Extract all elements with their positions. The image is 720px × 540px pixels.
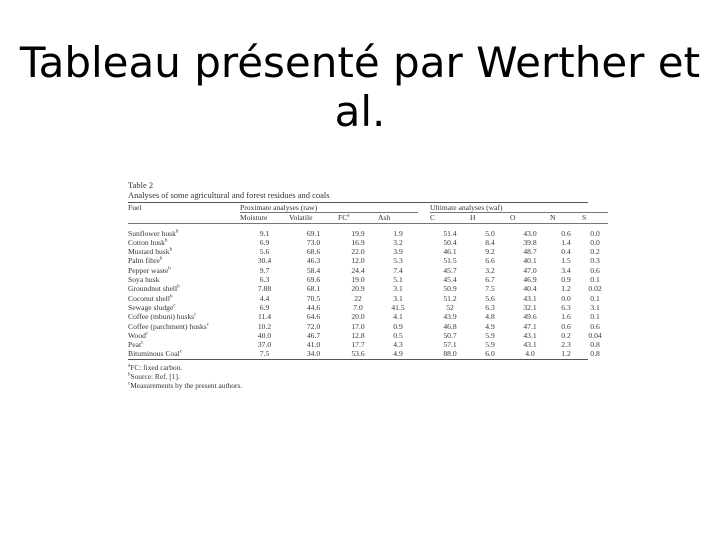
h-cell: 5.6 (485, 293, 495, 303)
o-cell: 39.8 (523, 237, 537, 247)
o-cell: 47.1 (523, 321, 537, 331)
ash-cell: 1.9 (393, 228, 403, 238)
o-cell: 40.4 (523, 284, 537, 294)
analysis-table (128, 203, 608, 359)
s-cell: 0.8 (590, 340, 600, 350)
fuel-cell: Wood$^c$ (128, 330, 149, 340)
moisture-header: Moisture (240, 213, 268, 223)
table-row (128, 284, 608, 293)
volatile-cell: 44.6 (306, 302, 321, 312)
n-cell: 0.0 (561, 293, 571, 303)
moisture-cell: 6.9 (259, 237, 270, 247)
fuel-cell: Peat$^c$ (128, 340, 144, 350)
h-header: H (470, 213, 476, 223)
moisture-cell: 9.1 (259, 228, 270, 238)
fuel-cell: Cotton husk$^b$ (128, 237, 168, 247)
table-footnotes (128, 363, 588, 391)
o-cell: 43.1 (523, 293, 537, 303)
n-cell: 0.6 (561, 228, 571, 238)
h-cell: 6.6 (485, 256, 495, 266)
fc-cell: 20.9 (351, 284, 365, 294)
volatile-header: Volatile (289, 213, 313, 223)
ash-cell: 4.3 (393, 340, 403, 350)
c-cell: 43.9 (443, 312, 457, 322)
c-header: C (430, 213, 436, 223)
s-cell: 0.6 (590, 265, 600, 275)
footnote-b: $^b$Source: Ref. [1]. (128, 371, 180, 381)
n-cell: 1.5 (561, 256, 571, 266)
s-cell: 0.0 (590, 237, 600, 247)
ash-cell: 3.1 (393, 293, 403, 303)
fuel-cell: Coffee (mbuni) husks$^c$ (128, 312, 197, 322)
table-row (128, 312, 608, 321)
fuel-cell: Coffee (parchment) husks$^c$ (128, 321, 209, 331)
n-cell: 0.2 (561, 330, 571, 340)
volatile-cell: 72.0 (306, 321, 321, 331)
s-cell: 0.1 (590, 275, 600, 285)
footnote-c: $^c$Measurements by the present authors. (128, 381, 243, 391)
proximate-header: Proximate analyses (raw) (240, 203, 418, 213)
fuel-header: Fuel (128, 203, 142, 213)
moisture-cell: 9.7 (259, 265, 270, 275)
table-row (128, 229, 608, 238)
o-header: O (510, 213, 516, 223)
h-cell: 6.7 (485, 275, 495, 285)
n-cell: 2.3 (561, 340, 571, 350)
h-cell: 4.8 (485, 312, 495, 322)
table-row (128, 294, 608, 303)
table-row (128, 247, 608, 256)
ash-cell: 0.9 (393, 321, 403, 331)
fc-cell: 17.0 (351, 321, 365, 331)
fuel-analysis-table-figure (128, 180, 602, 391)
ash-cell: 41.5 (391, 302, 405, 312)
s-cell: 0.3 (590, 256, 600, 266)
table-row (128, 340, 608, 349)
o-cell: 4.0 (525, 349, 535, 359)
n-cell: 0.6 (561, 321, 571, 331)
fc-cell: 16.9 (351, 237, 365, 247)
c-cell: 50.4 (443, 237, 457, 247)
n-cell: 1.4 (561, 237, 571, 247)
c-cell: 57.1 (443, 340, 457, 350)
table-row (128, 238, 608, 247)
h-cell: 3.2 (485, 265, 495, 275)
moisture-cell: 10.2 (257, 321, 272, 331)
o-cell: 49.6 (523, 312, 537, 322)
fc-cell: 12.8 (351, 330, 365, 340)
table-bottom-rule (128, 359, 588, 360)
group-header-row (128, 203, 608, 213)
n-cell: 1.6 (561, 312, 571, 322)
n-cell: 1.2 (561, 349, 571, 359)
o-cell: 40.1 (523, 256, 537, 266)
ash-cell: 4.1 (393, 312, 403, 322)
table-row (128, 256, 608, 265)
n-cell: 0.9 (561, 275, 571, 285)
h-cell: 4.9 (485, 321, 495, 331)
footnote-a: $^a$FC: fixed carbon. (128, 362, 183, 372)
fc-cell: 19.9 (351, 228, 365, 238)
h-cell: 5.9 (485, 330, 495, 340)
fuel-cell: Bituminous Coal$^c$ (128, 349, 182, 359)
s-cell: 0.1 (590, 293, 600, 303)
fuel-cell: Groundnut shell$^b$ (128, 284, 180, 294)
c-cell: 52 (446, 302, 454, 312)
ultimate-header: Ultimate analyses (waf) (430, 203, 608, 213)
volatile-cell: 73.0 (306, 237, 321, 247)
ash-cell: 4.9 (393, 349, 403, 359)
fc-cell: 7.0 (353, 302, 363, 312)
ash-cell: 5.1 (393, 275, 403, 285)
s-cell: 0.0 (590, 228, 600, 238)
moisture-cell: 40.0 (257, 330, 272, 340)
h-cell: 8.4 (485, 237, 495, 247)
ash-cell: 3.2 (393, 237, 403, 247)
volatile-cell: 46.7 (306, 330, 321, 340)
fc-cell: 22.0 (351, 247, 365, 257)
moisture-cell: 30.4 (257, 256, 272, 266)
c-cell: 46.1 (443, 247, 457, 257)
table-row (128, 331, 608, 340)
s-cell: 0.2 (590, 247, 600, 257)
fuel-cell: Pepper waste$^b$ (128, 265, 171, 275)
table-row (128, 322, 608, 331)
moisture-cell: 11.4 (257, 312, 271, 322)
moisture-cell: 5.6 (259, 247, 270, 257)
volatile-cell: 69.1 (306, 228, 321, 238)
volatile-cell: 34.0 (306, 349, 321, 359)
c-cell: 46.8 (443, 321, 457, 331)
fc-cell: 17.7 (351, 340, 365, 350)
fuel-cell: Soya husk (128, 275, 160, 285)
ash-cell: 7.4 (393, 265, 403, 275)
c-cell: 45.7 (443, 265, 457, 275)
fc-cell: 22 (354, 293, 362, 303)
n-header: N (550, 213, 556, 223)
table-body (128, 229, 608, 359)
h-cell: 5.0 (485, 228, 495, 238)
c-cell: 45.4 (443, 275, 457, 285)
s-cell: 0.04 (588, 330, 602, 340)
s-header: S (582, 213, 587, 223)
table-row (128, 349, 608, 358)
h-cell: 7.5 (485, 284, 495, 294)
o-cell: 43.1 (523, 340, 537, 350)
moisture-cell: 6.3 (259, 275, 270, 285)
volatile-cell: 68.1 (306, 284, 321, 294)
moisture-cell: 7.5 (259, 349, 270, 359)
o-cell: 43.1 (523, 330, 537, 340)
fc-cell: 12.0 (351, 256, 365, 266)
c-cell: 51.4 (443, 228, 457, 238)
table-label: Table 2 (128, 180, 154, 190)
c-cell: 50.7 (443, 330, 457, 340)
fuel-cell: Sunflower husk$^b$ (128, 228, 179, 238)
moisture-cell: 4.4 (259, 293, 270, 303)
fc-cell: 24.4 (351, 265, 365, 275)
table-row (128, 303, 608, 312)
n-cell: 6.3 (561, 302, 571, 312)
s-cell: 0.8 (590, 349, 600, 359)
volatile-cell: 64.6 (306, 312, 321, 322)
volatile-cell: 68.6 (306, 247, 321, 257)
n-cell: 3.4 (561, 265, 571, 275)
fc-header: $FC^a$ (338, 213, 350, 223)
moisture-cell: 37.0 (257, 340, 272, 350)
volatile-cell: 46.3 (306, 256, 321, 266)
s-cell: 0.02 (588, 284, 602, 294)
c-cell: 50.9 (443, 284, 457, 294)
fuel-cell: Sewage sludge$^c$ (128, 302, 176, 312)
ash-cell: 0.5 (393, 330, 403, 340)
o-cell: 32.1 (523, 302, 537, 312)
h-cell: 5.9 (485, 340, 495, 350)
volatile-cell: 58.4 (306, 265, 321, 275)
column-header-row (128, 213, 608, 223)
table-row (128, 275, 608, 284)
h-cell: 9.2 (485, 247, 495, 257)
ash-cell: 5.3 (393, 256, 403, 266)
o-cell: 46.9 (523, 275, 537, 285)
ash-header: Ash (378, 213, 391, 223)
moisture-cell: 6.9 (259, 302, 270, 312)
o-cell: 47.0 (523, 265, 537, 275)
fuel-cell: Palm fibre$^b$ (128, 256, 163, 266)
c-cell: 51.2 (443, 293, 457, 303)
fuel-cell: Coconut shell$^b$ (128, 293, 173, 303)
volatile-cell: 69.6 (306, 275, 321, 285)
slide-title: Tableau présenté par Werther et al. (19, 38, 701, 136)
fuel-cell: Mustard husk$^b$ (128, 247, 173, 257)
ash-cell: 3.1 (393, 284, 403, 294)
s-cell: 0.6 (590, 321, 600, 331)
fc-cell: 19.0 (351, 275, 365, 285)
o-cell: 48.7 (523, 247, 537, 257)
table-caption: Analyses of some agricultural and forest residues and coals (128, 190, 330, 200)
c-cell: 51.5 (443, 256, 457, 266)
s-cell: 0.1 (590, 312, 600, 322)
h-cell: 6.0 (485, 349, 495, 359)
o-cell: 43.0 (523, 228, 537, 238)
moisture-cell: 7.88 (257, 284, 272, 294)
h-cell: 6.3 (485, 302, 495, 312)
volatile-cell: 41.0 (306, 340, 321, 350)
ash-cell: 3.9 (393, 247, 403, 257)
c-cell: 88.0 (443, 349, 457, 359)
table-row (128, 266, 608, 275)
fc-cell: 53.6 (351, 349, 365, 359)
volatile-cell: 70.5 (306, 293, 321, 303)
fc-cell: 20.0 (351, 312, 365, 322)
s-cell: 3.1 (590, 302, 600, 312)
n-cell: 0.4 (561, 247, 571, 257)
n-cell: 1.2 (561, 284, 571, 294)
